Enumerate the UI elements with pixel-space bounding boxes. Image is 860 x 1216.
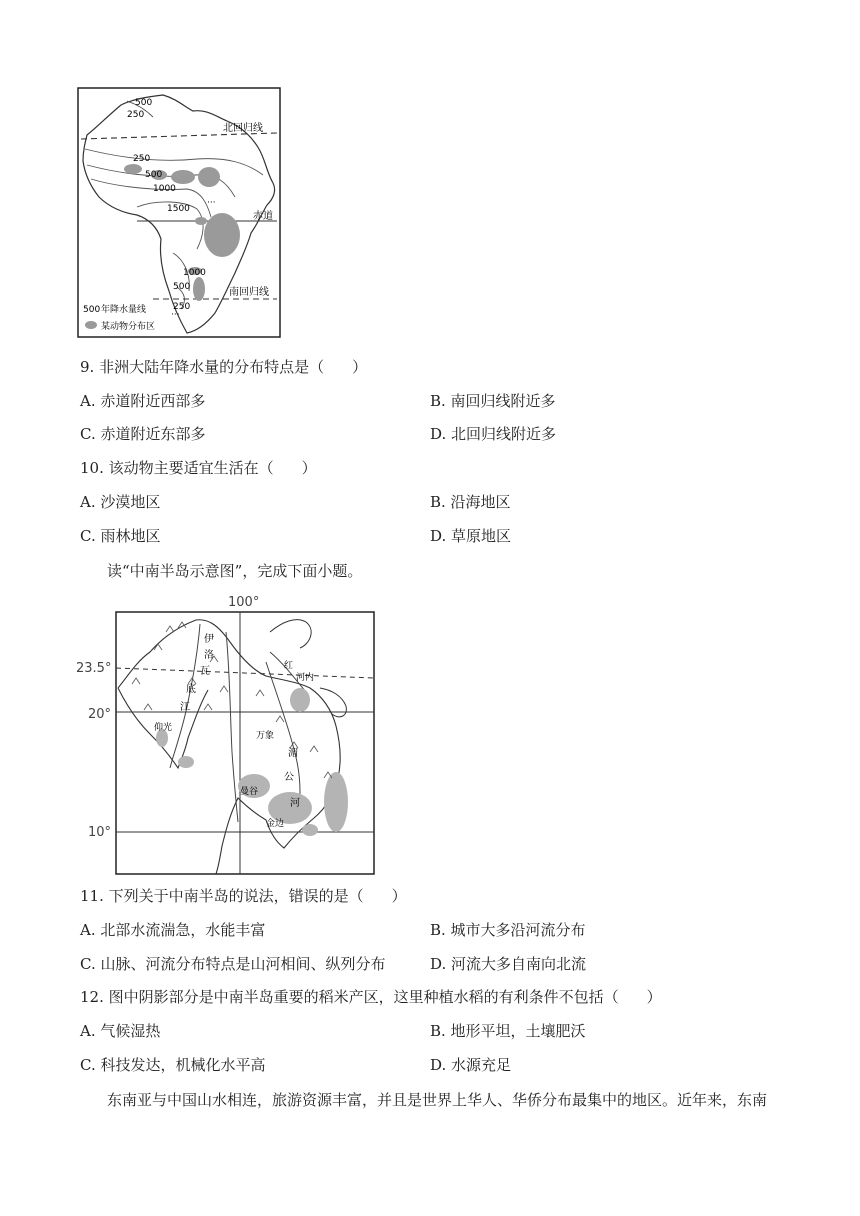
question-10-text: 10. 该动物主要适宜生活在（ bbox=[80, 459, 274, 477]
tropic-line bbox=[116, 668, 374, 678]
question-10-stem bbox=[80, 458, 317, 478]
section-intro-indochina: 读“中南半岛示意图”，完成下面小题。 bbox=[107, 562, 363, 580]
map1-label: 500 bbox=[135, 98, 153, 108]
question-12-option-c[interactable]: C. 科技发达，机械化水平高 bbox=[80, 1056, 266, 1074]
river-label: 江 bbox=[180, 702, 190, 713]
map1-label: ··· bbox=[207, 198, 216, 208]
latitude-20-label: 20° bbox=[88, 707, 112, 722]
question-9-option-c[interactable]: C. 赤道附近东部多 bbox=[80, 425, 206, 443]
question-9-option-a[interactable]: A. 赤道附近西部多 bbox=[80, 392, 206, 410]
red-river bbox=[270, 652, 306, 692]
question-10-option-d[interactable]: D. 草原地区 bbox=[430, 527, 512, 545]
city-yangon-label: 仰光 bbox=[154, 723, 173, 733]
question-12-option-d[interactable]: D. 水源充足 bbox=[430, 1056, 512, 1074]
river-label: 瓦 bbox=[200, 666, 210, 677]
red-river-label: 红 bbox=[284, 661, 294, 671]
city-bangkok-label: 曼谷 bbox=[240, 787, 259, 797]
city-vientiane-label: 万象 bbox=[256, 731, 275, 741]
latitude-10-label: 10° bbox=[88, 825, 112, 840]
question-12-stem bbox=[80, 987, 662, 1007]
river-label: 伊 bbox=[204, 634, 214, 645]
section-intro-southeast-asia: 东南亚与中国山水相连，旅游资源丰富，并且是世界上华人、华侨分布最集中的地区。近年来，东南 bbox=[107, 1091, 768, 1109]
question-12-option-b[interactable]: B. 地形平坦，土壤肥沃 bbox=[430, 1022, 586, 1040]
map1-label: 250 bbox=[133, 154, 151, 164]
indochina-outline bbox=[118, 620, 340, 874]
map1-label: 250 bbox=[127, 110, 145, 120]
question-11-option-a[interactable]: A. 北部水流湍急，水能丰富 bbox=[80, 921, 266, 939]
question-9-option-d[interactable]: D. 北回归线附近多 bbox=[430, 425, 557, 443]
africa-precipitation-map bbox=[77, 87, 342, 340]
question-11-text: 11. 下列关于中南半岛的说法，错误的是（ bbox=[80, 887, 364, 905]
map1-label: 北回归线 bbox=[223, 123, 263, 134]
question-12-option-a[interactable]: A. 气候湿热 bbox=[80, 1022, 161, 1040]
question-9-option-b[interactable]: B. 南回归线附近多 bbox=[430, 392, 556, 410]
question-10-option-a[interactable]: A. 沙漠地区 bbox=[80, 493, 161, 511]
salween-river bbox=[226, 632, 238, 822]
legend-line-value: 500 bbox=[83, 305, 101, 315]
mekong-label: 湄 bbox=[288, 748, 298, 759]
map1-label: 250 bbox=[173, 302, 191, 312]
indochina-peninsula-map bbox=[70, 592, 380, 876]
question-10-option-c[interactable]: C. 雨林地区 bbox=[80, 527, 161, 545]
legend-line-label: 年降水量线 bbox=[101, 305, 147, 315]
question-11-close: ） bbox=[391, 887, 407, 905]
question-11-option-c[interactable]: C. 山脉、河流分布特点是山河相间、纵列分布 bbox=[80, 955, 386, 973]
question-9-text: 9. 非洲大陆年降水量的分布特点是（ bbox=[80, 358, 325, 376]
map2-frame bbox=[116, 612, 374, 874]
map1-label: 1000 bbox=[153, 184, 176, 194]
legend-area-swatch bbox=[85, 321, 97, 329]
question-11-stem bbox=[80, 886, 407, 906]
mekong-label: 河 bbox=[290, 798, 300, 809]
map1-label: 赤道 bbox=[253, 211, 273, 222]
map1-label: 1500 bbox=[167, 204, 190, 214]
irrawaddy-river bbox=[170, 624, 200, 768]
question-9-close: ） bbox=[352, 358, 368, 376]
city-hanoi-label: 河内 bbox=[296, 673, 315, 683]
city-phnom-penh-label: 金边 bbox=[266, 819, 285, 829]
latitude-23-5-label: 23.5° bbox=[76, 661, 112, 676]
mekong-label: 公 bbox=[284, 772, 294, 783]
river-label: 底 bbox=[186, 684, 196, 695]
question-9-stem bbox=[80, 357, 367, 377]
map1-label: ··· bbox=[171, 310, 180, 320]
map1-label: 500 bbox=[145, 170, 163, 180]
longitude-100-label: 100° bbox=[228, 595, 260, 610]
legend-area-label: 某动物分布区 bbox=[101, 322, 156, 332]
animal-distribution-areas bbox=[124, 164, 240, 301]
question-11-option-b[interactable]: B. 城市大多沿河流分布 bbox=[430, 921, 586, 939]
river-label: 洛 bbox=[204, 650, 214, 661]
question-10-option-b[interactable]: B. 沿海地区 bbox=[430, 493, 511, 511]
map1-label: 南回归线 bbox=[229, 287, 269, 298]
question-11-option-d[interactable]: D. 河流大多自南向北流 bbox=[430, 955, 587, 973]
question-12-text: 12. 图中阴影部分是中南半岛重要的稻米产区，这里种植水稻的有利条件不包括（ bbox=[80, 988, 619, 1006]
question-10-close: ） bbox=[301, 459, 317, 477]
question-12-close: ） bbox=[646, 988, 662, 1006]
map1-label: 1000 bbox=[183, 268, 206, 278]
map1-label: 500 bbox=[173, 282, 191, 292]
isohyet-line bbox=[91, 179, 211, 217]
coast-north bbox=[270, 620, 311, 648]
